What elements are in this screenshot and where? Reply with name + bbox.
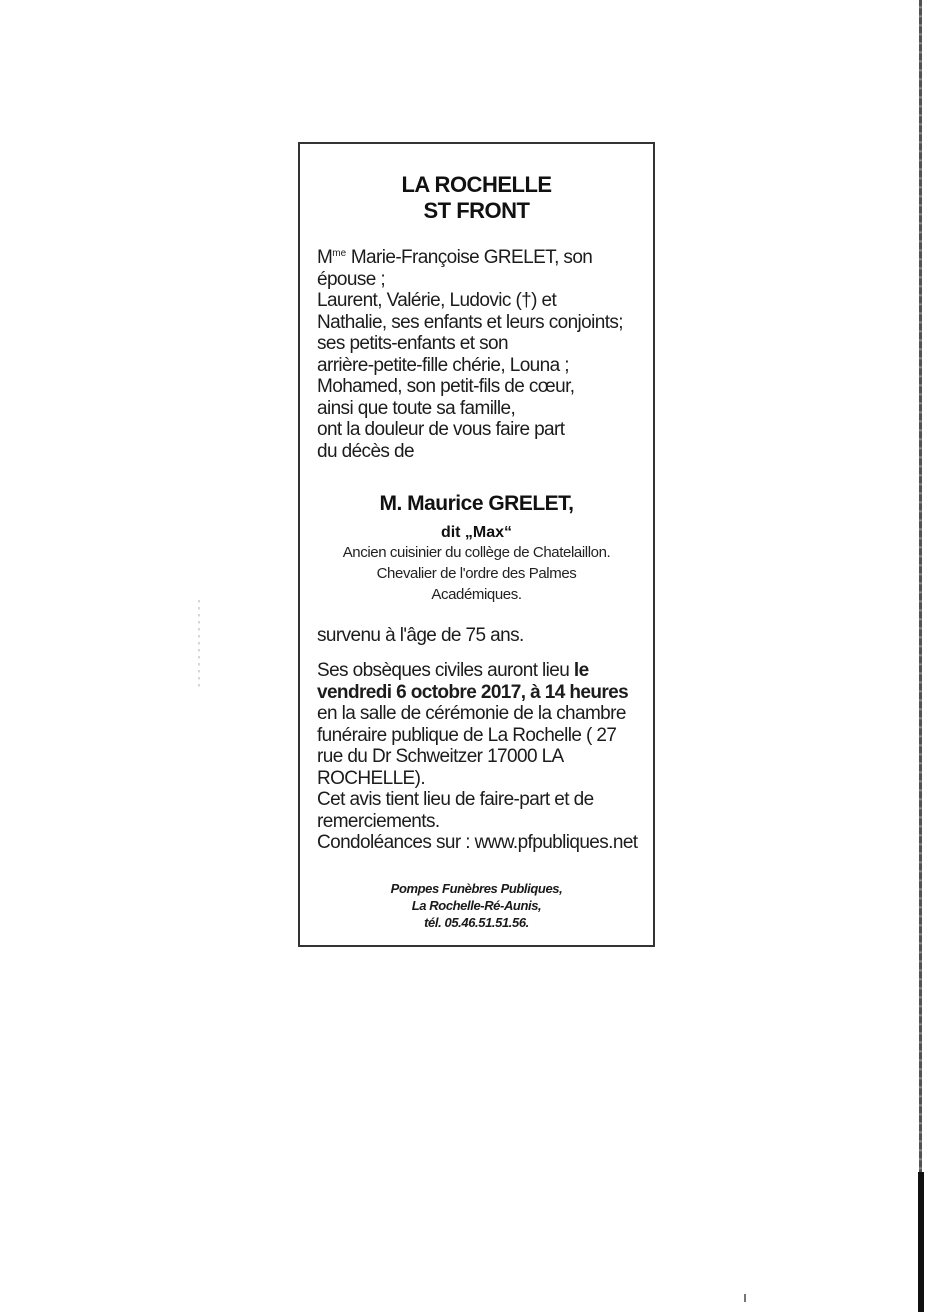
family-line: Mohamed, son petit-fils de cœur,	[317, 376, 575, 397]
scan-edge-mark	[919, 0, 922, 1312]
funeral-date: vendredi 6 octobre 2017, à 14 heures	[317, 681, 629, 703]
family-line: ainsi que toute sa famille,	[317, 397, 516, 419]
title-line: Ancien cuisinier du collège de Chatelaillon.	[342, 544, 611, 561]
scan-speckle	[198, 600, 200, 690]
family-line: ses petits-enfants et son	[317, 333, 508, 354]
title-line: Chevalier de l'ordre des Palmes	[376, 565, 577, 582]
age-statement	[317, 625, 647, 647]
funeral-line: rue du Dr Schweitzer 17000 LA	[317, 746, 564, 767]
deceased-titles	[300, 542, 653, 605]
family-line: du décès de	[317, 440, 414, 462]
condolences-line: Condoléances sur : www.pfpubliques.net	[317, 832, 638, 853]
location-heading-2: ST FRONT	[423, 198, 530, 223]
funeral-home-signature	[300, 880, 653, 931]
signature-line: tél. 05.46.51.51.56.	[424, 915, 529, 930]
location-heading-1: LA ROCHELLE	[401, 172, 552, 197]
scan-edge-shadow	[918, 1172, 924, 1312]
family-line: ont la douleur de vous faire part	[317, 419, 565, 440]
family-line: Nathalie, ses enfants et leurs conjoints;	[317, 311, 623, 333]
age-line: survenu à l'âge de 75 ans.	[317, 625, 524, 646]
title-line: Académiques.	[431, 586, 522, 603]
deceased-nickname: dit „Max“	[440, 524, 513, 541]
scan-speck	[744, 1294, 746, 1302]
family-line: arrière-petite-fille chérie, Louna ;	[317, 354, 569, 376]
family-line-1: $M^{me}$ Marie-Françoise GRELET, son	[317, 247, 593, 268]
funeral-line: funéraire publique de La Rochelle ( 27	[317, 724, 617, 746]
funeral-line: ROCHELLE).	[317, 767, 426, 789]
family-announcement	[317, 243, 647, 462]
family-line: Laurent, Valérie, Ludovic (†) et	[317, 290, 557, 311]
funeral-line: remerciements.	[317, 810, 440, 832]
signature-line: Pompes Funèbres Publiques,	[390, 881, 563, 896]
obituary-notice	[298, 142, 655, 947]
funeral-line: Cet avis tient lieu de faire-part et de	[317, 789, 594, 810]
signature-line: La Rochelle-Ré-Aunis,	[411, 898, 542, 913]
funeral-line-1: Ses obsèques civiles auront lieu le	[317, 660, 589, 681]
funeral-details	[317, 660, 647, 854]
deceased-name: M. Maurice GRELET,	[379, 492, 574, 515]
family-line: épouse ;	[317, 268, 386, 290]
funeral-line: en la salle de cérémonie de la chambre	[317, 703, 626, 724]
